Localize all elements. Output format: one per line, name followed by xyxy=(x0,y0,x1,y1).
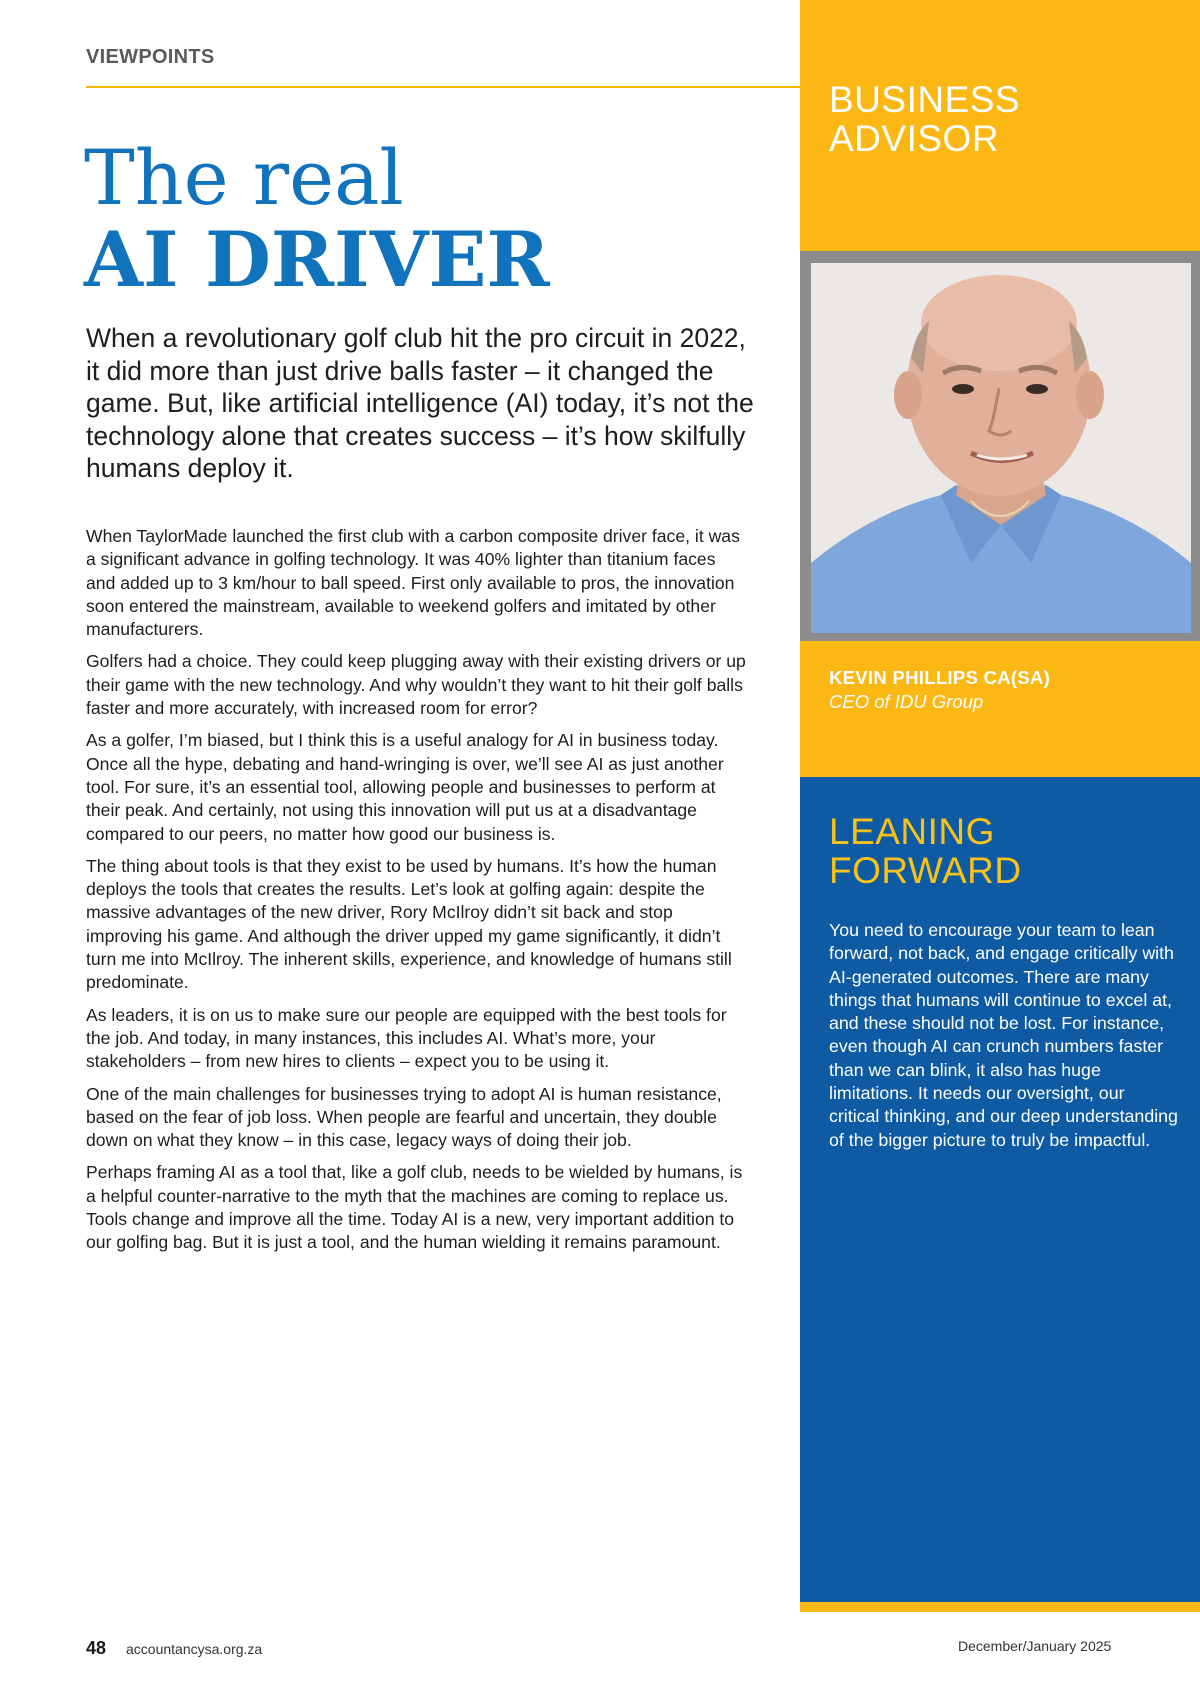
author-photo xyxy=(811,263,1191,633)
body-paragraph: When TaylorMade launched the first club with a carbon composite driver face, it was a significant advance in golfing technology. It was 40% lighter than titanium faces and added up to 3 km/hour to ball speed. First only available to pros, the innovation soon entered the mainstream, available to weekend golfers and imitated by other manufacturers. xyxy=(86,526,740,640)
footer-website: accountancysa.org.za xyxy=(126,1641,263,1657)
article-lead: When a revolutionary golf club hit the pro circuit in 2022, it did more than just drive balls faster – it changed the game. But, like artificial intelligence (AI) today, it’s not the technology alone that creates success – it’s how skilfully humans deploy it. xyxy=(86,323,754,483)
callout-title-line-1: LEANING xyxy=(829,811,995,852)
title-line-1: The real xyxy=(84,133,404,222)
callout-panel xyxy=(800,777,1200,1602)
column-title-line-2: ADVISOR xyxy=(829,118,1000,159)
callout-title-line-2: FORWARD xyxy=(829,850,1022,891)
body-paragraph: As leaders, it is on us to make sure our people are equipped with the best tools for the job. And today, in many instances, this includes AI. What’s more, your stakeholders – from new hires to clients – expect you to be using it. xyxy=(86,1004,727,1072)
body-paragraph: Golfers had a choice. They could keep plugging away with their existing drivers or up their game with the new technology. And why wouldn’t they want to hit their golf balls faster and more accurately, with increased room for error? xyxy=(86,651,746,719)
body-paragraph: Perhaps framing AI as a tool that, like a golf club, needs to be wielded by humans, is a helpful counter-narrative to the myth that the machines are coming to replace us. Tools change and improve all the time. Today AI is a new, very important addition to our golfing bag. But it is just a tool, and the human wielding it remains paramount. xyxy=(86,1162,743,1253)
footer-issue-date: December/January 2025 xyxy=(958,1638,1112,1654)
body-paragraph: One of the main challenges for businesses trying to adopt AI is human resistance, based on the fear of job loss. When people are fearful and uncertain, they double down on what they know – in this case, legacy ways of doing their job. xyxy=(86,1083,722,1151)
sidebar xyxy=(800,0,1200,1612)
column-title-line-1: BUSINESS xyxy=(829,79,1021,120)
callout-body: You need to encourage your team to lean forward, not back, and engage critically with AI-generated outcomes. There are many things that humans will continue to excel at, and these should not be lost. For instance, even though AI can crunch numbers faster than we can blink, it also has huge limitations. It needs our oversight, our critical thinking, and our deep understanding of the bigger picture to truly be impactful. xyxy=(829,920,1178,1150)
author-photo-frame xyxy=(800,251,1200,641)
author-portrait xyxy=(811,263,1191,633)
body-paragraph: As a golfer, I’m biased, but I think this is a useful analogy for AI in business today. Once all the hype, debating and hand-wringing is over, we’ll see AI as just another tool. For sure, it’s an essential tool, allowing people and businesses to perform at their peak. And certainly, not using this innovation will put us at a disadvantage compared to our peers, no matter how good our business is. xyxy=(86,730,724,844)
column-title xyxy=(829,80,1020,158)
sidebar-bottom-bar xyxy=(800,1602,1200,1612)
author-role: CEO of IDU Group xyxy=(829,691,984,712)
article-body xyxy=(86,525,748,1264)
article-title xyxy=(84,133,550,304)
title-line-2: AI DRIVER xyxy=(84,214,550,304)
header-rule xyxy=(86,86,800,88)
callout-title xyxy=(829,812,1022,890)
page-number: 48 xyxy=(86,1638,107,1658)
section-label: VIEWPOINTS xyxy=(86,46,215,68)
author-name: KEVIN PHILLIPS CA(SA) xyxy=(829,667,1051,688)
body-paragraph: The thing about tools is that they exist to be used by humans. It’s how the human deploys the tools that creates the results. Let’s look at golfing again: despite the massive advantages of the new driver, Rory McIlroy didn’t sit back and stop improving his game. And although the driver upped my game significantly, it didn’t turn me into McIlroy. The inherent skills, experience, and knowledge of humans still predominate. xyxy=(86,855,732,993)
author-band xyxy=(800,641,1200,777)
advisor-band xyxy=(800,0,1200,251)
